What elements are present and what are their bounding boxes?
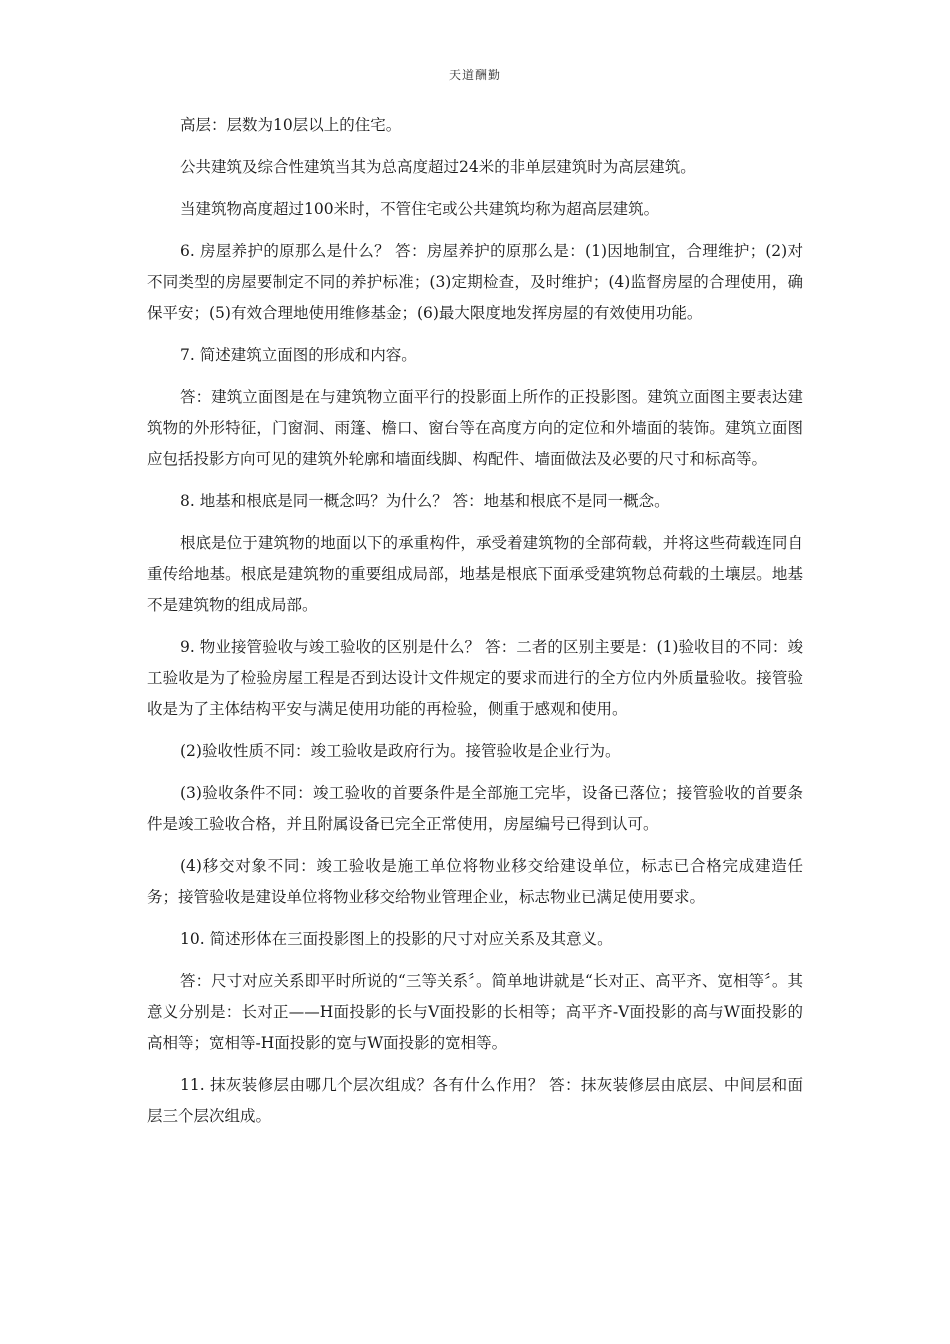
paragraph-q11-question: 11. 抹灰装修层由哪几个层次组成？各有什么作用？ 答：抹灰装修层由底层、中间层和面层三个层次组成。 <box>147 1076 803 1125</box>
paragraph-super-high-rise: 当建筑物高度超过100米时，不管住宅或公共建筑均称为超高层建筑。 <box>180 200 660 218</box>
paragraph-q10-question: 10. 简述形体在三面投影图上的投影的尺寸对应关系及其意义。 <box>180 930 613 948</box>
document-body <box>147 110 803 1143</box>
paragraph-q9-point-3: (3)验收条件不同：竣工验收的首要条件是全部施工完毕，设备已落位；接管验收的首要条件是竣工验收合格，并且附属设备已完全正常使用，房屋编号已得到认可。 <box>147 784 803 833</box>
paragraph-public-building-height: 公共建筑及综合性建筑当其为总高度超过24米的非单层建筑时为高层建筑。 <box>180 158 696 176</box>
paragraph-q8-answer: 根底是位于建筑物的地面以下的承重构件，承受着建筑物的全部荷载，并将这些荷载连同自重传给地基。根底是建筑物的重要组成局部，地基是根底下面承受建筑物总荷载的土壤层。地基不是建筑物的组成局部。 <box>147 534 803 614</box>
page-header: 天道酬勤 <box>448 68 501 82</box>
paragraph-q7-question: 7. 简述建筑立面图的形成和内容。 <box>180 346 417 364</box>
paragraph-q6-maintenance-principles: 6. 房屋养护的原那么是什么？ 答：房屋养护的原那么是：(1)因地制宜，合理维护；(2)对不同类型的房屋要制定不同的养护标准；(3)定期检查，及时维护；(4)监督房屋的合理使用，确保平安；(5)有效合理地使用维修基金；(6)最大限度地发挥房屋的有效使用功能。 <box>147 242 803 322</box>
paragraph-q8-question: 8. 地基和根底是同一概念吗？为什么？ 答：地基和根底不是同一概念。 <box>180 492 670 510</box>
paragraph-q10-answer: 答：尺寸对应关系即平时所说的“三等关系〞。简单地讲就是“长对正、高平齐、宽相等〞。其意义分别是：长对正——H面投影的长与V面投影的长相等；高平齐-V面投影的高与W面投影的高相等；宽相等-H面投影的宽与W面投影的宽相等。 <box>147 972 803 1052</box>
paragraph-q9-point-4: (4)移交对象不同：竣工验收是施工单位将物业移交给建设单位，标志已合格完成建造任务；接管验收是建设单位将物业移交给物业管理企业，标志物业已满足使用要求。 <box>147 857 803 906</box>
paragraph-high-rise-definition: 高层：层数为10层以上的住宅。 <box>180 116 402 134</box>
paragraph-q9-point-2: (2)验收性质不同：竣工验收是政府行为。接管验收是企业行为。 <box>180 742 621 760</box>
paragraph-q7-answer: 答：建筑立面图是在与建筑物立面平行的投影面上所作的正投影图。建筑立面图主要表达建筑物的外形特征，门窗洞、雨篷、檐口、窗台等在高度方向的定位和外墙面的装饰。建筑立面图应包括投影方向可见的建筑外轮廓和墙面线脚、构配件、墙面做法及必要的尺寸和标高等。 <box>147 388 803 468</box>
paragraph-q9-question: 9. 物业接管验收与竣工验收的区别是什么？ 答：二者的区别主要是：(1)验收目的不同：竣工验收是为了检验房屋工程是否到达设计文件规定的要求而进行的全方位内外质量验收。接管验收是为了主体结构平安与满足使用功能的再检验，侧重于感观和使用。 <box>147 638 803 718</box>
